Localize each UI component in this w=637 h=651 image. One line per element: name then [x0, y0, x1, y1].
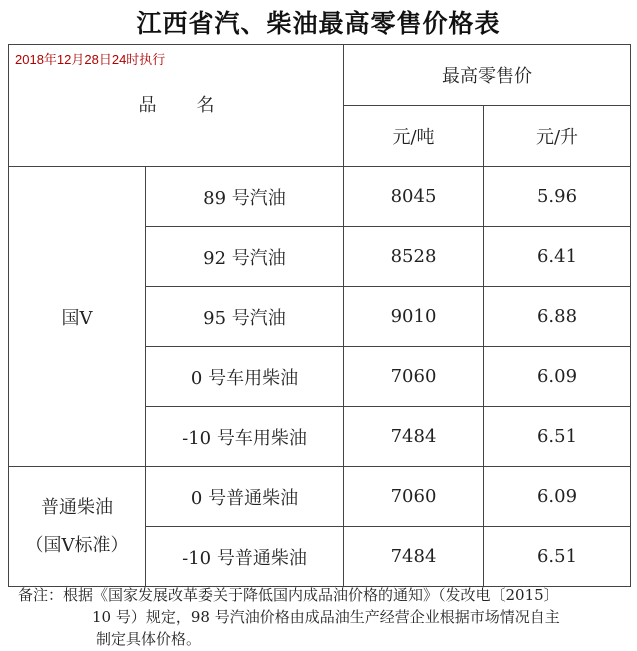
group-name-line: （国Ⅴ标准）	[25, 534, 129, 556]
product-name: 0 号普通柴油	[146, 467, 344, 527]
price-per-ton: 8528	[344, 227, 484, 287]
product-header-label: 品名	[138, 95, 255, 116]
unit-per-ton-header: 元/吨	[344, 106, 484, 167]
price-per-ton: 8045	[344, 167, 484, 227]
table-row	[9, 167, 631, 227]
header-row-1	[9, 45, 631, 106]
price-per-ton: 7484	[344, 407, 484, 467]
group-name-line: 普通柴油	[41, 496, 113, 518]
product-name: 89 号汽油	[146, 167, 344, 227]
price-per-ton: 9010	[344, 287, 484, 347]
footnote	[18, 584, 630, 650]
footnote-line-3: 制定具体价格。	[96, 630, 202, 648]
price-per-ton: 7484	[344, 527, 484, 587]
price-per-liter: 6.41	[484, 227, 631, 287]
product-name: 0 号车用柴油	[146, 347, 344, 407]
footnote-line-2: 10 号）规定，98 号汽油价格由成品油生产经营企业根据市场情况自主	[92, 608, 560, 626]
product-name: 95 号汽油	[146, 287, 344, 347]
price-per-liter: 6.09	[484, 347, 631, 407]
price-per-ton: 7060	[344, 467, 484, 527]
group-cell	[9, 467, 146, 587]
price-per-liter: 6.09	[484, 467, 631, 527]
price-per-liter: 6.51	[484, 527, 631, 587]
unit-per-liter-header: 元/升	[484, 106, 631, 167]
price-per-liter: 6.51	[484, 407, 631, 467]
price-table	[8, 44, 631, 587]
page-title: 江西省汽、柴油最高零售价格表	[136, 9, 501, 38]
footnote-line-1: 备注：根据《国家发展改革委关于降低国内成品油价格的通知》（发改电〔2015〕	[18, 586, 559, 604]
price-per-liter: 6.88	[484, 287, 631, 347]
product-name: -10 号普通柴油	[146, 527, 344, 587]
product-name: 92 号汽油	[146, 227, 344, 287]
product-header-cell	[9, 45, 344, 167]
execution-date-note: 2018年12月28日24时执行	[15, 52, 166, 67]
group-cell	[9, 167, 146, 467]
price-per-ton: 7060	[344, 347, 484, 407]
price-per-liter: 5.96	[484, 167, 631, 227]
price-group-header: 最高零售价	[344, 45, 631, 106]
table-row	[9, 467, 631, 527]
group-name: 国Ⅴ	[61, 307, 93, 329]
product-name: -10 号车用柴油	[146, 407, 344, 467]
